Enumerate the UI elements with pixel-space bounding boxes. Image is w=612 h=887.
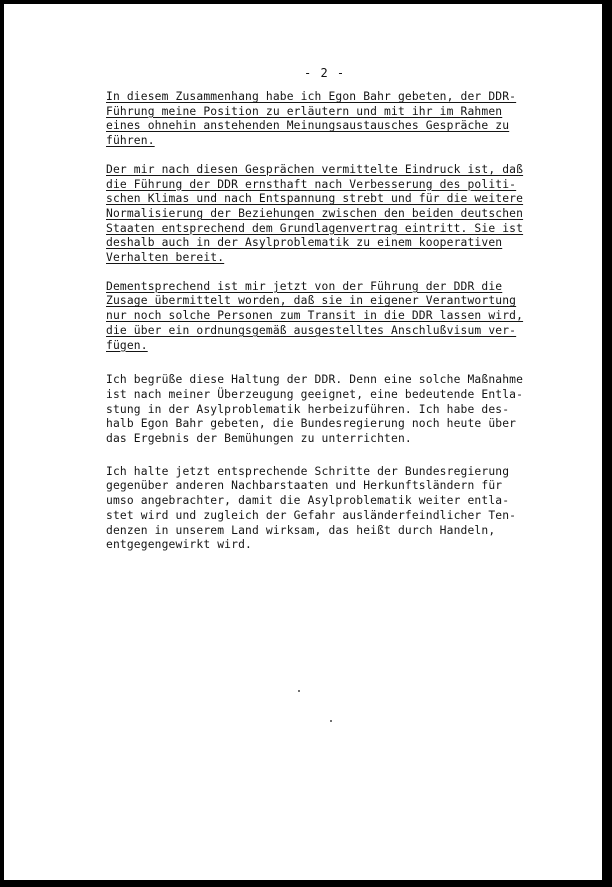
text-line: Staaten entsprechend dem Grundlagenvertrag eintritt. Sie ist — [106, 221, 524, 235]
paragraph-4 — [106, 373, 546, 447]
text-line: eines ohnehin anstehenden Meinungsaustausches Gespräche zu — [106, 119, 510, 133]
text-line: nur noch solche Personen zum Transit in die DDR lassen wird, — [106, 309, 524, 323]
text-line: In diesem Zusammenhang habe ich Egon Bahr gebeten, der DDR- — [106, 90, 517, 103]
text-line: Zusage übermittelt worden, daß sie in eigener Verantwortung — [106, 294, 517, 308]
document-page — [4, 4, 604, 880]
text-line: stung in der Asylproblematik herbeizuführen. Ich habe des- — [106, 402, 510, 416]
scan-speck — [330, 720, 332, 722]
text-line: fügen. — [106, 338, 148, 352]
text-line: gegenüber anderen Nachbarstaaten und Herkunftsländern für — [106, 479, 503, 493]
text-line: umso angebrachter, damit die Asylproblematik weiter entla- — [106, 494, 510, 508]
paragraph-1 — [106, 90, 546, 149]
paragraph-5 — [106, 465, 546, 553]
text-line: Ich begrüße diese Haltung der DDR. Denn eine solche Maßnahme — [106, 373, 524, 387]
text-line: Normalisierung der Beziehungen zwischen den beiden deutschen — [106, 206, 524, 220]
text-line: Dementsprechend ist mir jetzt von der Führung der DDR die — [106, 279, 503, 293]
text-line: stet wird und zugleich der Gefahr ausländerfeindlicher Ten- — [106, 508, 517, 522]
paragraph-2 — [106, 163, 546, 266]
text-line: die über ein ordnungsgemäß ausgestelltes Anschlußvisum ver- — [106, 323, 517, 337]
text-line: halb Egon Bahr gebeten, die Bundesregierung noch heute über — [106, 417, 517, 431]
text-line: entgegengewirkt wird. — [106, 538, 252, 552]
text-line: Führung meine Position zu erläutern und mit ihr im Rahmen — [106, 104, 503, 118]
paragraph-3 — [106, 280, 546, 354]
text-line: denzen in unserem Land wirksam, das heißt durch Handeln, — [106, 523, 496, 537]
text-line: führen. — [106, 134, 155, 148]
text-line: Der mir nach diesen Gesprächen vermittelte Eindruck ist, daß — [106, 162, 524, 176]
text-line: schen Klimas und nach Entspannung strebt und für die weitere — [106, 192, 524, 206]
text-line: deshalb auch in der Asylproblematik zu einem kooperativen — [106, 236, 503, 250]
page-number: - 2 - — [304, 66, 346, 80]
text-line: das Ergebnis der Bemühungen zu unterrichten. — [106, 432, 412, 446]
document-body — [106, 90, 546, 567]
text-line: Ich halte jetzt entsprechende Schritte der Bundesregierung — [106, 464, 510, 478]
scan-speck — [298, 690, 300, 692]
text-line: ist nach meiner Überzeugung geeignet, eine bedeutende Entla- — [106, 387, 524, 401]
text-line: die Führung der DDR ernsthaft nach Verbesserung des politi- — [106, 177, 517, 191]
text-line: Verhalten bereit. — [106, 251, 225, 265]
